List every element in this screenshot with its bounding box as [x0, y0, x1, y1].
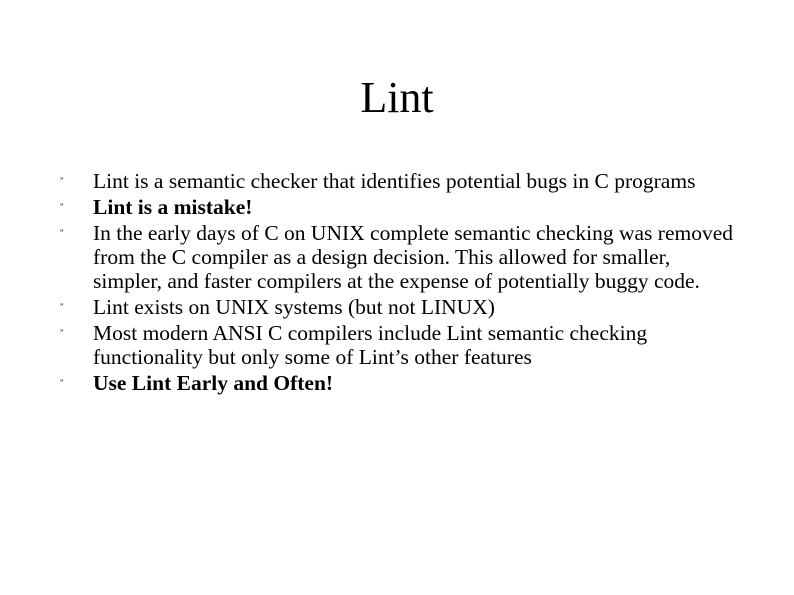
bullet-mark-icon: "	[60, 328, 64, 338]
list-item	[60, 221, 740, 293]
slide-title: Lint	[360, 73, 434, 122]
bullet-text: In the early days of C on UNIX complete semantic checking was removed from the C compiler as a design decision. This allowed for smaller, simpler, and faster compilers at the expense of potentially buggy code.	[93, 221, 734, 293]
list-item	[60, 295, 740, 319]
bullet-text: Lint exists on UNIX systems (but not LINUX)	[93, 295, 495, 319]
bullet-mark-icon: "	[60, 176, 64, 186]
list-item	[60, 321, 740, 369]
bullet-text: Lint is a semantic checker that identifies potential bugs in C programs	[93, 169, 696, 193]
bullet-mark-icon: "	[60, 302, 64, 312]
bullet-mark-icon: "	[60, 202, 64, 212]
bullet-text: Lint is a mistake!	[93, 195, 253, 219]
bullet-mark-icon: "	[60, 228, 64, 238]
list-item	[60, 169, 740, 193]
bullet-text: Use Lint Early and Often!	[93, 371, 334, 395]
bullet-list	[60, 169, 740, 397]
bullet-mark-icon: "	[60, 378, 64, 388]
bullet-text: Most modern ANSI C compilers include Lint semantic checking functionality but only some of Lint’s other features	[93, 321, 648, 369]
list-item	[60, 371, 740, 395]
list-item	[60, 195, 740, 219]
